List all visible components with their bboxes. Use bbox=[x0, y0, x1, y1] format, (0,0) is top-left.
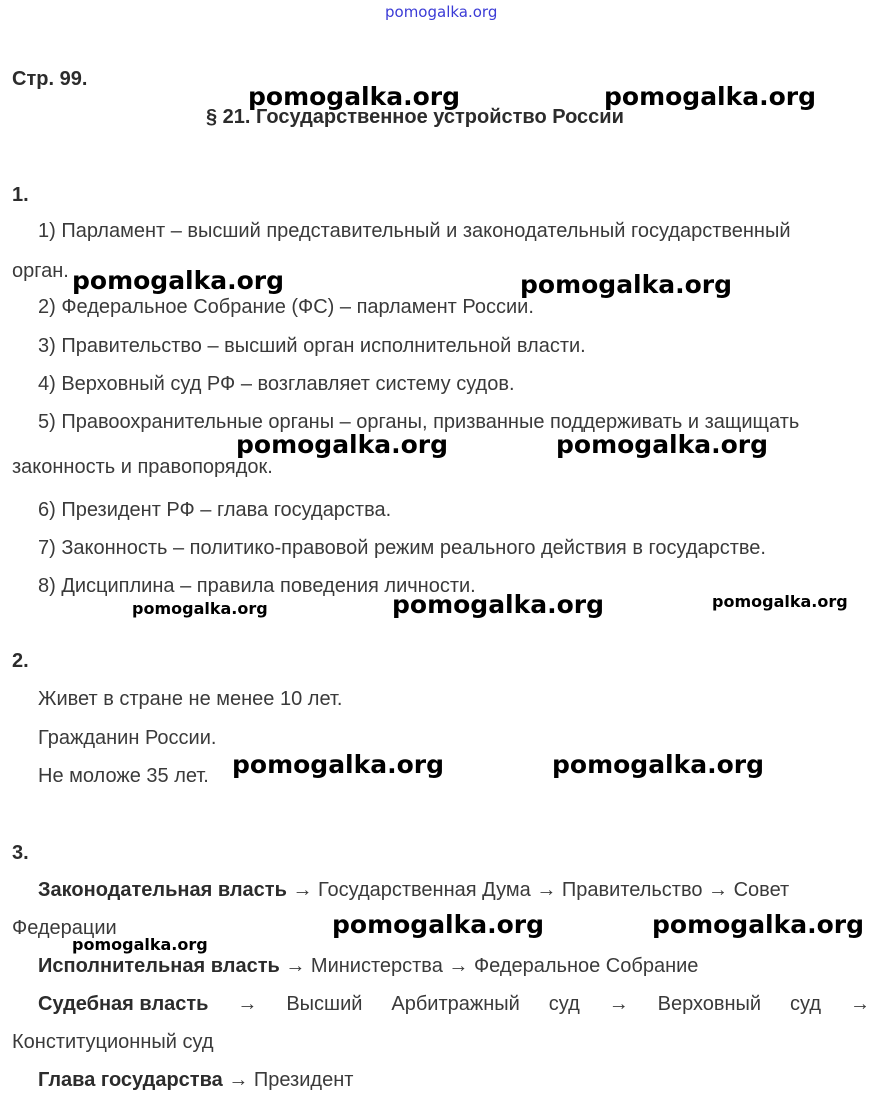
judicial-part: → bbox=[237, 993, 258, 1015]
task-1-number: 1. bbox=[12, 184, 29, 206]
task-2-item-3: Не моложе 35 лет. bbox=[38, 765, 209, 787]
judicial-part: Арбитражный bbox=[391, 993, 520, 1015]
executive-chain: → Министерства → Федеральное Собрание bbox=[279, 955, 699, 977]
watermark: pomogalka.org bbox=[248, 82, 461, 111]
task-3-row-judicial bbox=[38, 993, 870, 1016]
executive-label: Исполнительная власть bbox=[38, 955, 280, 977]
watermark: pomogalka.org bbox=[392, 590, 605, 619]
task-2-item-2: Гражданин России. bbox=[38, 727, 217, 749]
watermark: pomogalka.org bbox=[552, 750, 765, 779]
watermark: pomogalka.org bbox=[132, 599, 268, 618]
head-of-state-chain: → Президент bbox=[222, 1069, 354, 1091]
task-1-item-7: 7) Законность – политико-правовой режим реального действия в государстве. bbox=[38, 537, 766, 559]
watermark: pomogalka.org bbox=[520, 270, 733, 299]
task-3-row-legislative bbox=[38, 879, 789, 902]
task-3-row-head-of-state bbox=[38, 1069, 353, 1092]
task-3-row-judicial-cont: Конституционный суд bbox=[12, 1031, 214, 1053]
judicial-part: → bbox=[608, 993, 629, 1015]
judicial-part: Верховный bbox=[657, 993, 762, 1015]
task-1-item-6: 6) Президент РФ – глава государства. bbox=[38, 499, 392, 521]
watermark: pomogalka.org bbox=[332, 910, 545, 939]
task-2-item-1: Живет в стране не менее 10 лет. bbox=[38, 688, 343, 710]
task-3-number: 3. bbox=[12, 842, 29, 864]
judicial-part: суд bbox=[790, 993, 822, 1015]
legislative-chain: → Государственная Дума → Правительство → Совет bbox=[286, 879, 790, 901]
task-1-item-1: 1) Парламент – высший представительный и законодательный государственный bbox=[38, 220, 791, 242]
watermark: pomogalka.org bbox=[712, 592, 848, 611]
watermark: pomogalka.org bbox=[236, 430, 449, 459]
judicial-part: Высший bbox=[286, 993, 363, 1015]
task-1-item-2: 2) Федеральное Собрание (ФС) – парламент России. bbox=[38, 296, 534, 318]
judicial-label: Судебная власть bbox=[38, 993, 209, 1015]
site-link[interactable]: pomogalka.org bbox=[385, 3, 498, 21]
task-2-number: 2. bbox=[12, 650, 29, 672]
task-1-item-5-cont: законность и правопорядок. bbox=[12, 456, 273, 478]
head-of-state-label: Глава государства bbox=[38, 1069, 223, 1091]
watermark: pomogalka.org bbox=[72, 935, 208, 954]
watermark: pomogalka.org bbox=[232, 750, 445, 779]
task-1-item-4: 4) Верховный суд РФ – возглавляет систему судов. bbox=[38, 373, 515, 395]
page-reference: Стр. 99. bbox=[12, 68, 88, 90]
judicial-part: → bbox=[849, 993, 870, 1015]
watermark: pomogalka.org bbox=[556, 430, 769, 459]
task-1-item-3: 3) Правительство – высший орган исполнительной власти. bbox=[38, 335, 586, 357]
task-3-row-executive bbox=[38, 955, 698, 978]
watermark: pomogalka.org bbox=[72, 266, 285, 295]
task-3-row-legislative-cont: Федерации bbox=[12, 917, 117, 939]
legislative-label: Законодательная власть bbox=[38, 879, 287, 901]
watermark: pomogalka.org bbox=[652, 910, 865, 939]
task-1-item-1-cont: орган. bbox=[12, 260, 69, 282]
section-title: § 21. Государственное устройство России bbox=[206, 106, 624, 128]
task-1-item-5: 5) Правоохранительные органы – органы, призванные поддерживать и защищать bbox=[38, 411, 800, 433]
task-1-item-8: 8) Дисциплина – правила поведения личности. bbox=[38, 575, 476, 597]
watermark: pomogalka.org bbox=[604, 82, 817, 111]
judicial-part: суд bbox=[548, 993, 580, 1015]
